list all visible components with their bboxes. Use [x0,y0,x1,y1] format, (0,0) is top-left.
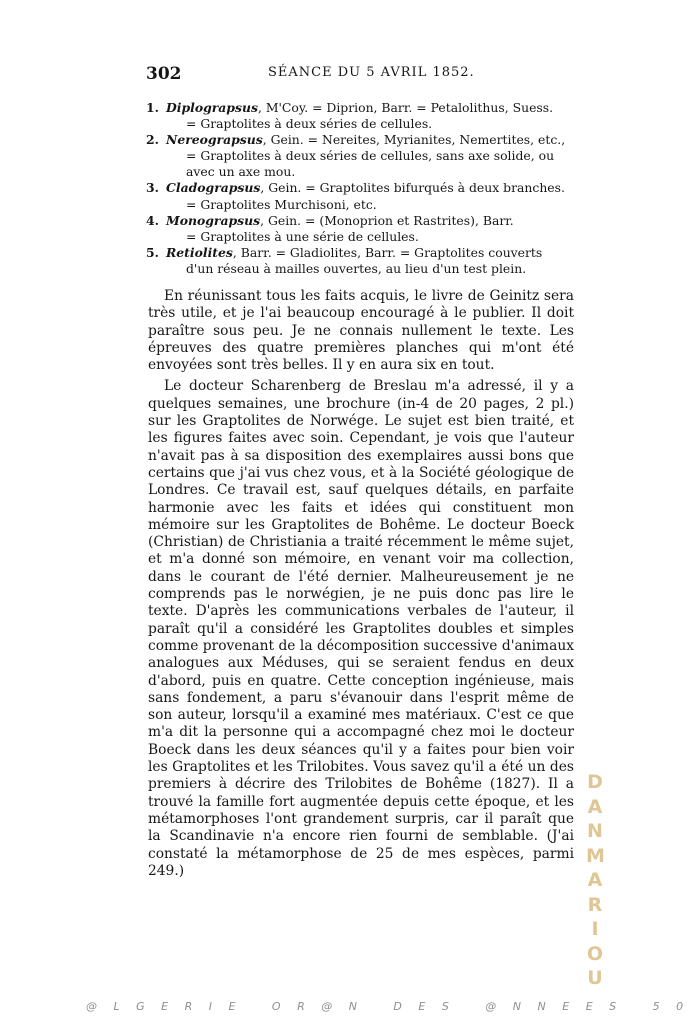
synonymy: , M'Coy. = Diprion, Barr. = Petalolithus, Suess. [257,100,554,115]
item-description: = Graptolites à deux séries de cellules. [186,116,433,132]
genus-name: Retiolites [166,244,233,260]
list-item [146,100,576,132]
synonymy: , Gein. = Graptolites bifurqués à deux branches. [260,180,565,196]
item-number: 2. [146,132,159,148]
list-item [146,132,576,180]
paragraph: En réunissant tous les faits acquis, le livre de Geinitz sera très utile, et je l'ai beaucoup encouragé à le publier. Il doit paraître sous peu. Je ne connais nullement le texte. Les épreuves des quatre premières planches qui m'ont été envoyées sont très belles. Il y en aura six en tout. [148,288,574,374]
page-number: 302 [146,64,182,84]
item-number: 3. [146,180,159,196]
genus-name: Monograpsus [166,212,261,228]
item-number: 4. [146,212,159,228]
item-number: 5. [146,244,159,260]
genus-name: Cladograpsus [166,180,261,196]
page-header [146,64,578,88]
item-description: = Graptolites à une série de cellules. [186,228,419,244]
bottom-watermark: @ L G E R I E O R @ N D E S @ N N E E S 5 0 [86,1000,690,1013]
synonymy: , Gein. = (Monoprion et Rastrites), Barr. [260,212,514,228]
running-title: SÉANCE DU 5 AVRIL 1852. [268,65,475,80]
synonymy: , Barr. = Gladiolites, Barr. = Graptolites couverts [232,244,543,260]
item-description: = Graptolites à deux séries de cellules, sans axe solide, ou avec un axe mou. [186,148,555,180]
body-text [148,288,574,880]
side-watermark: DANMARIOU [586,771,605,989]
item-description: d'un réseau à mailles ouvertes, au lieu d'un test plein. [186,260,527,276]
synonymy: , Gein. = Nereites, Myrianites, Nemertites, etc., [262,132,566,148]
paragraph: Le docteur Scharenberg de Breslau m'a adressé, il y a quelques semaines, une brochure (in-4 de 20 pages, 2 pl.) sur les Graptolites de Norwége. Le sujet est bien traité, et les figures faites avec soin. Cependant, je vois que l'auteur n'avait pas à sa disposition des exemplaires aussi bons que certains que j'ai vus chez vous, et à la Société géologique de Londres. Ce travail est, sauf quelques détails, en parfaite harmonie avec les faits et idées qui constituent mon mémoire sur les Graptolites de Bohême. Le docteur Boeck (Christian) de Christiania a traité récemment le même sujet, et m'a donné son mémoire, en venant voir ma collection, dans le courant de l'été dernier. Malheureusement je ne comprends pas le norwégien, je ne puis donc pas lire le texte. D'après les communications verbales de l'auteur, il paraît qu'il a considéré les Graptolites doubles et simples comme provenant de la décomposition successive d'animaux analogues aux Méduses, qui se seraient fendus en deux d'abord, puis en quatre. Cette conception ingénieuse, mais sans fondement, a paru s'évanouir dans l'esprit même de son auteur, lorsqu'il a examiné mes matériaux. C'est ce que m'a dit la personne qui a accompagné chez moi le docteur Boeck dans les deux séances qu'il y a faites pour bien voir les Graptolites et les Trilobites. Vous savez qu'il a été un des premiers à décrire des Trilobites de Bohême (1827). Il a trouvé la famille fort augmentée depuis cette époque, et les métamorphoses l'ont grandement surpris, car il paraît que la Scandinavie n'a encore rien fourni de semblable. (J'ai constaté la métamorphose de 25 de mes espèces, parmi 249.) [148,378,574,879]
genus-list [146,100,576,277]
genus-name: Diplograpsus [166,100,258,115]
item-description: = Graptolites Murchisoni, etc. [186,196,377,212]
list-item [146,245,576,277]
genus-name: Nereograpsus [166,132,263,148]
list-item [146,180,576,212]
list-item [146,213,576,245]
item-number: 1. [146,100,159,115]
